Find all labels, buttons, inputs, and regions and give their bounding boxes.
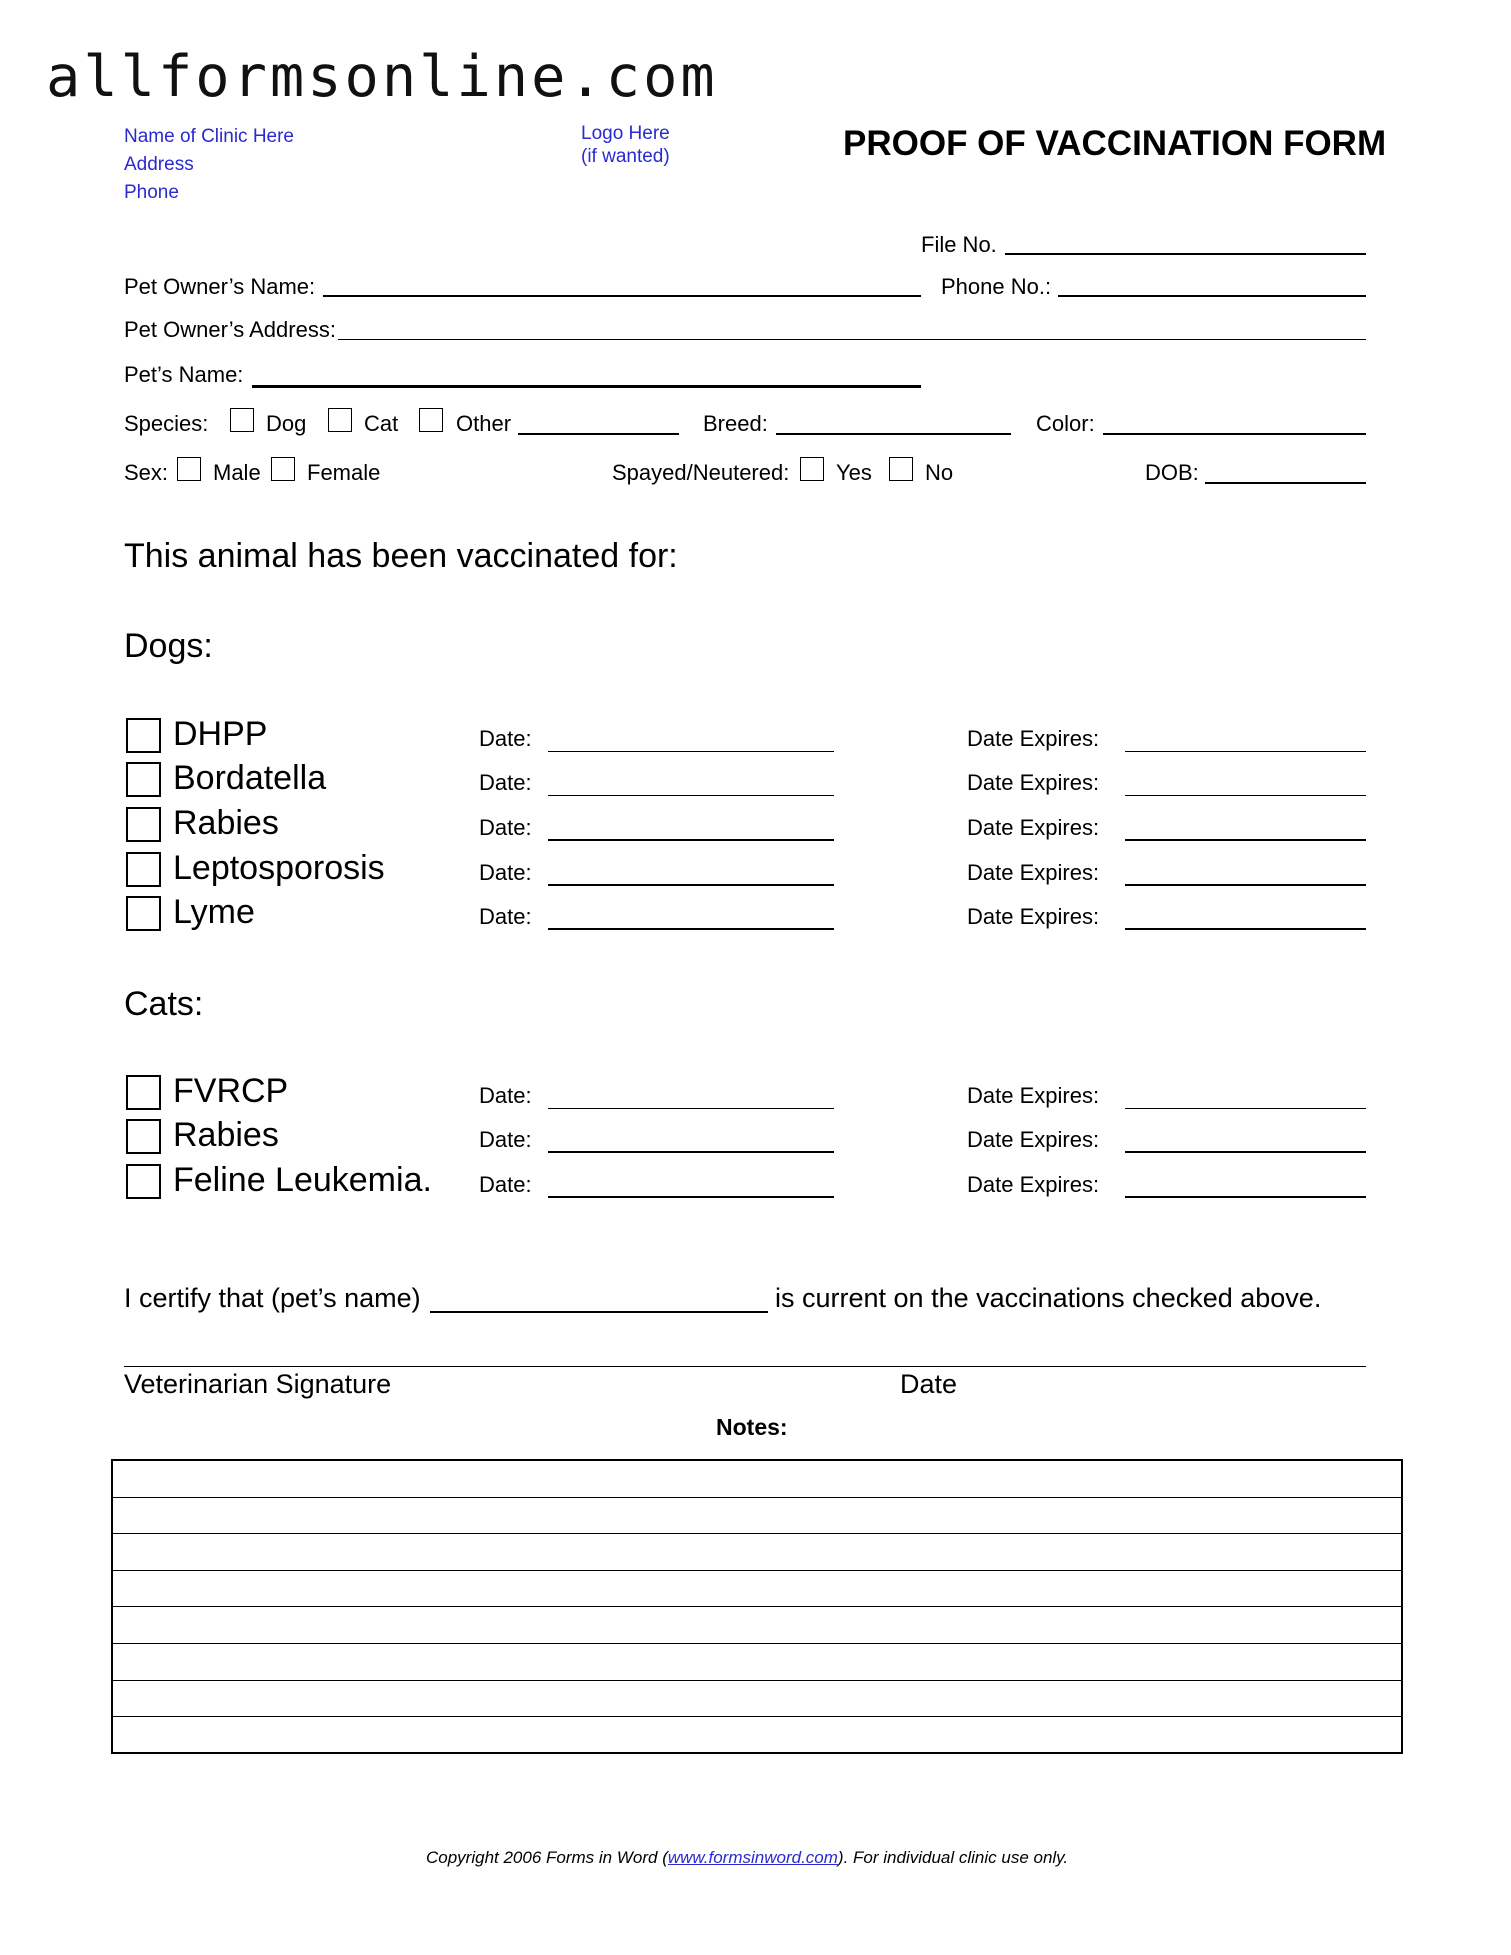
notes-line[interactable] (113, 1717, 1401, 1754)
species-other-field[interactable] (518, 433, 679, 435)
footer-link[interactable]: www.formsinword.com (667, 1848, 838, 1867)
notes-line[interactable] (113, 1534, 1401, 1571)
sex-label: Sex: (124, 460, 169, 485)
certify-pet-name-field[interactable] (430, 1311, 768, 1313)
notes-line[interactable] (113, 1644, 1401, 1681)
dog-vaccine-name: Lyme (173, 893, 255, 931)
vaccinated-heading: This animal has been vaccinated for: (124, 537, 678, 575)
notes-line[interactable] (113, 1498, 1401, 1535)
form-title: PROOF OF VACCINATION FORM (843, 124, 1387, 163)
sex-female-checkbox[interactable] (271, 457, 295, 481)
certify-text-after: is current on the vaccinations checked above. (775, 1283, 1322, 1313)
signature-line[interactable] (124, 1366, 1366, 1367)
date-expires-field[interactable] (1125, 751, 1366, 752)
owner-address-field[interactable] (338, 339, 1366, 340)
notes-line[interactable] (113, 1607, 1401, 1644)
species-other-checkbox[interactable] (419, 408, 443, 432)
dob-field[interactable] (1205, 482, 1366, 484)
sex-female-label: Female (307, 460, 381, 485)
dob-label: DOB: (1145, 460, 1199, 485)
notes-box[interactable] (111, 1459, 1403, 1754)
breed-label: Breed: (703, 411, 768, 436)
dog-vaccine-name: DHPP (173, 715, 268, 753)
file-no-field[interactable] (1005, 253, 1366, 255)
owner-name-label: Pet Owner’s Name: (124, 274, 316, 299)
date-field[interactable] (548, 928, 834, 930)
feline-leukemia-checkbox[interactable] (126, 1164, 161, 1199)
date-field[interactable] (548, 1151, 834, 1153)
date-expires-field[interactable] (1125, 1151, 1366, 1153)
bordatella-checkbox[interactable] (126, 762, 161, 797)
date-expires-field[interactable] (1125, 795, 1366, 796)
date-expires-label: Date Expires: (967, 860, 1100, 885)
date-label: Date: (479, 860, 532, 885)
date-label: Date: (479, 1172, 532, 1197)
date-expires-label: Date Expires: (967, 1172, 1100, 1197)
notes-line[interactable] (113, 1681, 1401, 1718)
clinic-name: Name of Clinic Here (124, 126, 294, 147)
species-label: Species: (124, 411, 209, 436)
spayed-no-label: No (925, 460, 954, 485)
date-field[interactable] (548, 795, 834, 796)
logo-line-2: (if wanted) (581, 146, 670, 167)
copyright-footer (426, 1848, 1068, 1868)
clinic-address: Address (124, 154, 194, 175)
lyme-checkbox[interactable] (126, 896, 161, 931)
date-expires-label: Date Expires: (967, 726, 1100, 751)
species-other-label: Other (456, 411, 512, 436)
date-field[interactable] (548, 751, 834, 752)
date-label: Date: (479, 770, 532, 795)
dhpp-checkbox[interactable] (126, 718, 161, 753)
date-field[interactable] (548, 839, 834, 841)
footer-text-after: ). For individual clinic use only. (837, 1848, 1069, 1867)
sex-male-label: Male (213, 460, 261, 485)
date-label: Date: (479, 1127, 532, 1152)
date-label: Date: (479, 726, 532, 751)
dog-vaccine-name: Leptosporosis (173, 849, 385, 887)
cats-heading: Cats: (124, 985, 204, 1023)
date-expires-label: Date Expires: (967, 1127, 1100, 1152)
date-field[interactable] (548, 884, 834, 886)
leptosporosis-checkbox[interactable] (126, 852, 161, 887)
dog-vaccine-name: Bordatella (173, 759, 327, 797)
cat-vaccine-name: Rabies (173, 1116, 279, 1154)
spayed-no-checkbox[interactable] (889, 457, 913, 481)
date-expires-field[interactable] (1125, 928, 1366, 930)
site-watermark: allformsonline.com (46, 44, 718, 110)
species-cat-label: Cat (364, 411, 399, 436)
owner-name-field[interactable] (323, 295, 921, 297)
cat-vaccine-name: Feline Leukemia. (173, 1161, 432, 1199)
breed-field[interactable] (776, 433, 1011, 435)
date-expires-field[interactable] (1125, 1108, 1366, 1109)
date-expires-label: Date Expires: (967, 815, 1100, 840)
dogs-heading: Dogs: (124, 627, 213, 665)
date-label: Date: (479, 1083, 532, 1108)
notes-line[interactable] (113, 1461, 1401, 1498)
fvrcp-checkbox[interactable] (126, 1075, 161, 1110)
color-field[interactable] (1103, 433, 1366, 435)
date-field[interactable] (548, 1108, 834, 1109)
date-expires-label: Date Expires: (967, 904, 1100, 929)
veterinarian-signature-label: Veterinarian Signature (124, 1369, 392, 1399)
species-dog-label: Dog (266, 411, 307, 436)
color-label: Color: (1036, 411, 1095, 436)
sex-male-checkbox[interactable] (177, 457, 201, 481)
cat-vaccine-name: FVRCP (173, 1072, 289, 1110)
pet-name-label: Pet’s Name: (124, 362, 244, 387)
notes-label: Notes: (716, 1414, 788, 1440)
clinic-info (124, 123, 294, 207)
date-expires-label: Date Expires: (967, 770, 1100, 795)
species-dog-checkbox[interactable] (230, 408, 254, 432)
dog-vaccine-name: Rabies (173, 804, 279, 842)
logo-line-1: Logo Here (581, 123, 670, 144)
certify-text-before: I certify that (pet’s name) (124, 1283, 421, 1313)
phone-no-field[interactable] (1058, 295, 1366, 297)
notes-line[interactable] (113, 1571, 1401, 1608)
phone-no-label: Phone No.: (941, 274, 1052, 299)
date-field[interactable] (548, 1196, 834, 1198)
date-expires-field[interactable] (1125, 839, 1366, 841)
rabies-dog-checkbox[interactable] (126, 807, 161, 842)
file-no-label: File No. (921, 232, 997, 257)
date-label: Date: (479, 904, 532, 929)
spayed-yes-label: Yes (836, 460, 872, 485)
species-cat-checkbox[interactable] (328, 408, 352, 432)
date-expires-label: Date Expires: (967, 1083, 1100, 1108)
logo-placeholder (581, 122, 670, 168)
spayed-label: Spayed/Neutered: (612, 460, 790, 485)
signature-date-label: Date (900, 1369, 958, 1399)
spayed-yes-checkbox[interactable] (800, 457, 824, 481)
footer-text-before: Copyright 2006 Forms in Word ( (426, 1848, 668, 1867)
owner-address-label: Pet Owner’s Address: (124, 317, 336, 342)
clinic-phone: Phone (124, 182, 179, 203)
date-expires-field[interactable] (1125, 1196, 1366, 1198)
date-label: Date: (479, 815, 532, 840)
pet-name-field[interactable] (252, 385, 921, 388)
date-expires-field[interactable] (1125, 884, 1366, 886)
rabies-cat-checkbox[interactable] (126, 1119, 161, 1154)
